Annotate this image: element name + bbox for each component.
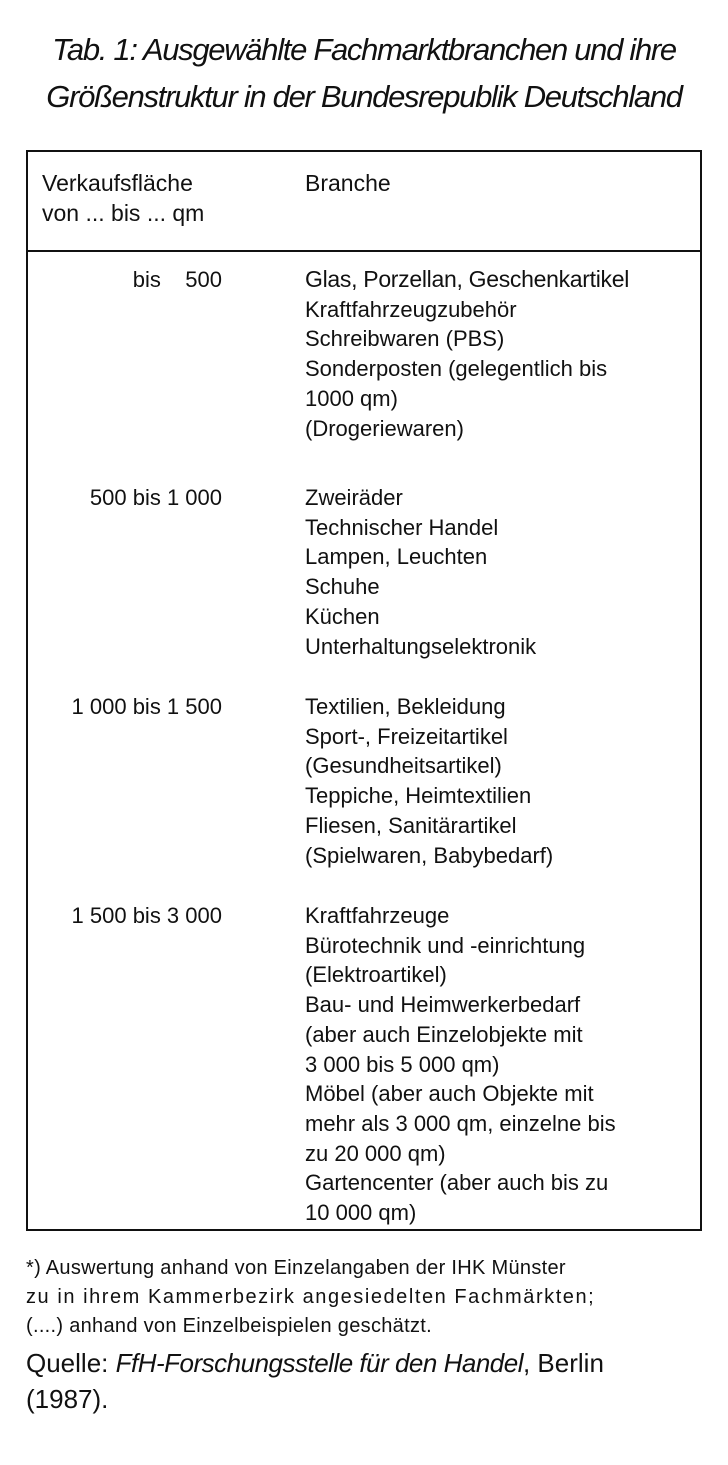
branch-item: Küchen bbox=[305, 603, 380, 629]
branch-item: 1000 qm) bbox=[305, 385, 398, 411]
branch-item: Kraftfahrzeuge bbox=[305, 903, 450, 928]
branch-item: mehr als 3 000 qm, einzelne bis bbox=[305, 1110, 616, 1136]
branch-item: Gartencenter (aber auch bis zu bbox=[305, 1170, 609, 1196]
header-sales-area-line-2: von ... bis ... qm bbox=[42, 200, 205, 226]
footnote bbox=[26, 1254, 714, 1341]
source-line-2: (1987). bbox=[26, 1384, 109, 1414]
branch-item: Teppiche, Heimtextilien bbox=[305, 783, 532, 809]
branch-item: 10 000 qm) bbox=[305, 1200, 417, 1226]
branch-item: Bau- und Heimwerkerbedarf bbox=[305, 992, 581, 1018]
branch-item: (Drogeriewaren) bbox=[305, 415, 464, 441]
title-line-1: Tab. 1: Ausgewählte Fachmarktbranchen und ihre bbox=[52, 32, 676, 67]
size-structure-table bbox=[26, 150, 702, 1231]
row-branches bbox=[305, 901, 690, 1228]
branch-item: Glas, Porzellan, Geschenkartikel bbox=[305, 266, 630, 292]
row-range: 1 000 bis 1 500 bbox=[71, 694, 222, 719]
branch-item: (aber auch Einzelobjekte mit bbox=[305, 1021, 583, 1047]
header-branch: Branche bbox=[305, 170, 391, 196]
row-branches bbox=[305, 265, 690, 443]
footnote-line-1: *) Auswertung anhand von Einzelangaben der IHK Münster bbox=[26, 1257, 566, 1279]
branch-item: Möbel (aber auch Objekte mit bbox=[305, 1081, 594, 1107]
row-branches bbox=[305, 692, 690, 870]
branch-item: zu 20 000 qm) bbox=[305, 1140, 446, 1166]
source-institution: FfH-Forschungsstelle für den Handel bbox=[115, 1348, 523, 1378]
table-header bbox=[28, 152, 700, 252]
branch-item: Lampen, Leuchten bbox=[305, 544, 488, 570]
branch-item: Sport-, Freizeitartikel bbox=[305, 723, 508, 749]
title-line-2: Größenstruktur in der Bundesrepublik Deutschland bbox=[46, 79, 682, 114]
branch-item: Unterhaltungselektronik bbox=[305, 633, 537, 659]
branch-item: Fliesen, Sanitärartikel bbox=[305, 812, 517, 838]
branch-item: (Elektroartikel) bbox=[305, 962, 447, 988]
branch-item: 3 000 bis 5 000 qm) bbox=[305, 1051, 500, 1077]
branch-item: Schuhe bbox=[305, 574, 380, 600]
footnote-line-2: zu in ihrem Kammerbezirk angesiedelten Fachmärkten; bbox=[26, 1286, 596, 1308]
branch-item: Bürotechnik und -einrichtung bbox=[305, 932, 586, 958]
row-range: 1 500 bis 3 000 bbox=[71, 903, 222, 928]
row-range: bis 500 bbox=[132, 267, 222, 292]
branch-item: (Spielwaren, Babybedarf) bbox=[305, 842, 554, 868]
branch-item: Technischer Handel bbox=[305, 514, 499, 540]
branch-item: Zweiräder bbox=[305, 485, 403, 510]
branch-item: (Gesundheitsartikel) bbox=[305, 753, 502, 779]
row-branches bbox=[305, 483, 690, 661]
source-line-1 bbox=[26, 1345, 716, 1381]
branch-item: Schreibwaren (PBS) bbox=[305, 326, 505, 352]
branch-item: Textilien, Bekleidung bbox=[305, 694, 506, 719]
branch-item: Sonderposten (gelegentlich bis bbox=[305, 356, 608, 382]
source-suffix: , Berlin bbox=[522, 1348, 604, 1378]
table-title bbox=[14, 26, 714, 120]
row-range: 500 bis 1 000 bbox=[89, 485, 222, 510]
footnote-line-3: (....) anhand von Einzelbeispielen geschätzt. bbox=[26, 1315, 432, 1337]
branch-item: Kraftfahrzeugzubehör bbox=[305, 296, 517, 322]
source-citation bbox=[26, 1345, 716, 1417]
header-sales-area bbox=[42, 168, 204, 228]
header-sales-area-line-1: Verkaufsfläche bbox=[42, 170, 193, 196]
source-prefix: Quelle: bbox=[26, 1348, 116, 1378]
